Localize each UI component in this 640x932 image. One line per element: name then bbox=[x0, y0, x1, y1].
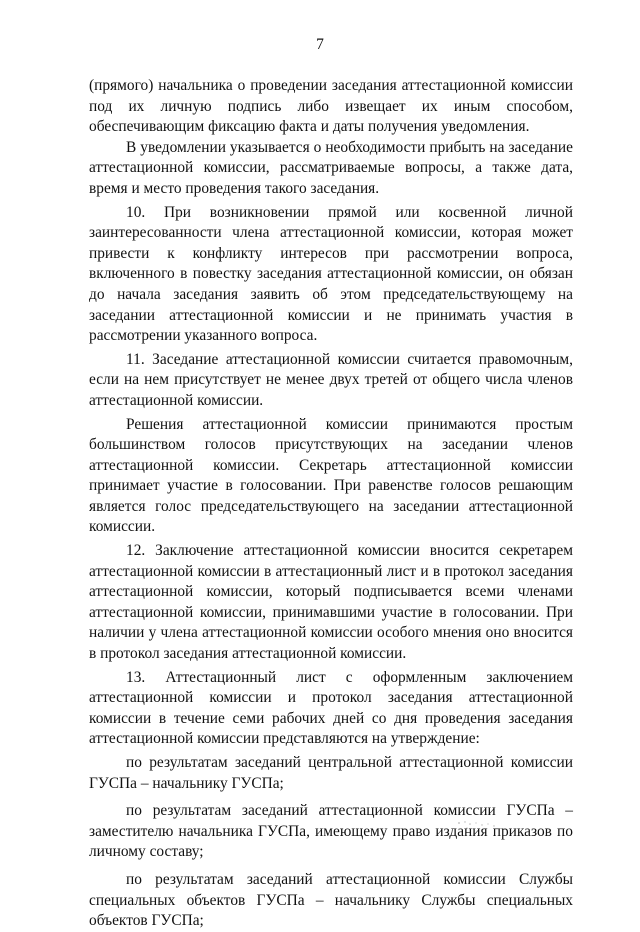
paragraph-decisions: Решения аттестационной комиссии принимаются простым большинством голосов присутствующих на заседании членов аттестационной комиссии. Секретарь аттестационной комиссии принимает участие в голосовании. При равенстве голосов решающим является голос председательствующего на заседании аттестационной комиссии. bbox=[89, 415, 573, 536]
page-number: 7 bbox=[316, 36, 324, 53]
list-item-special-objects-commission: по результатам заседаний аттестационной комиссии Службы специальных объектов ГУСПа – начальнику Службы специальных объектов ГУСПа; bbox=[89, 870, 573, 930]
paragraph-item-10: 10. При возникновении прямой или косвенной личной заинтересованности члена аттестационной комиссии, которая может привести к конфликту интересов при рассмотрении вопроса, включенного в повестку заседания аттестационной комиссии, он обязан до начала заседания заявить об этом председательствующему на заседании аттестационной комиссии и не принимать участия в рассмотрении указанного вопроса. bbox=[89, 203, 573, 345]
paragraph-notification-contents: В уведомлении указывается о необходимости прибыть на заседание аттестационной комиссии, рассматриваемые вопросы, а также дата, время и место проведения такого заседания. bbox=[89, 138, 573, 197]
list-item-gusp-commission: по результатам заседаний аттестационной комиссии ГУСПа – заместителю начальника ГУСПа, имеющему право издания приказов по личному составу; bbox=[89, 802, 573, 861]
paragraph-item-12: 12. Заключение аттестационной комиссии вносится секретарем аттестационной комиссии в аттестационный лист и в протокол заседания аттестационной комиссии, который подписывается всеми членами аттестационной комиссии, принимавшими участие в голосовании. При наличии у члена аттестационной комиссии особого мнения оно вносится в протокол заседания аттестационной комиссии. bbox=[89, 542, 573, 663]
document-body bbox=[89, 76, 573, 932]
paragraph-item-11: 11. Заседание аттестационной комиссии считается правомочным, если на нем присутствует не менее двух третей от общего числа членов аттестационной комиссии. bbox=[89, 350, 573, 409]
list-item-central-commission: по результатам заседаний центральной аттестационной комиссии ГУСПа – начальнику ГУСПа; bbox=[89, 754, 573, 792]
paragraph-notification-continuation: (прямого) начальника о проведении заседания аттестационной комиссии под их личную подпись либо извещает их иным способом, обеспечивающим фиксацию факта и даты получения уведомления. bbox=[89, 77, 573, 136]
scan-artifact bbox=[456, 818, 502, 832]
paragraph-item-13: 13. Аттестационный лист с оформленным заключением аттестационной комиссии и протокол заседания аттестационной комиссии в течение семи рабочих дней со дня проведения заседания аттестационной комиссии представляются на утверждение: bbox=[89, 668, 573, 748]
